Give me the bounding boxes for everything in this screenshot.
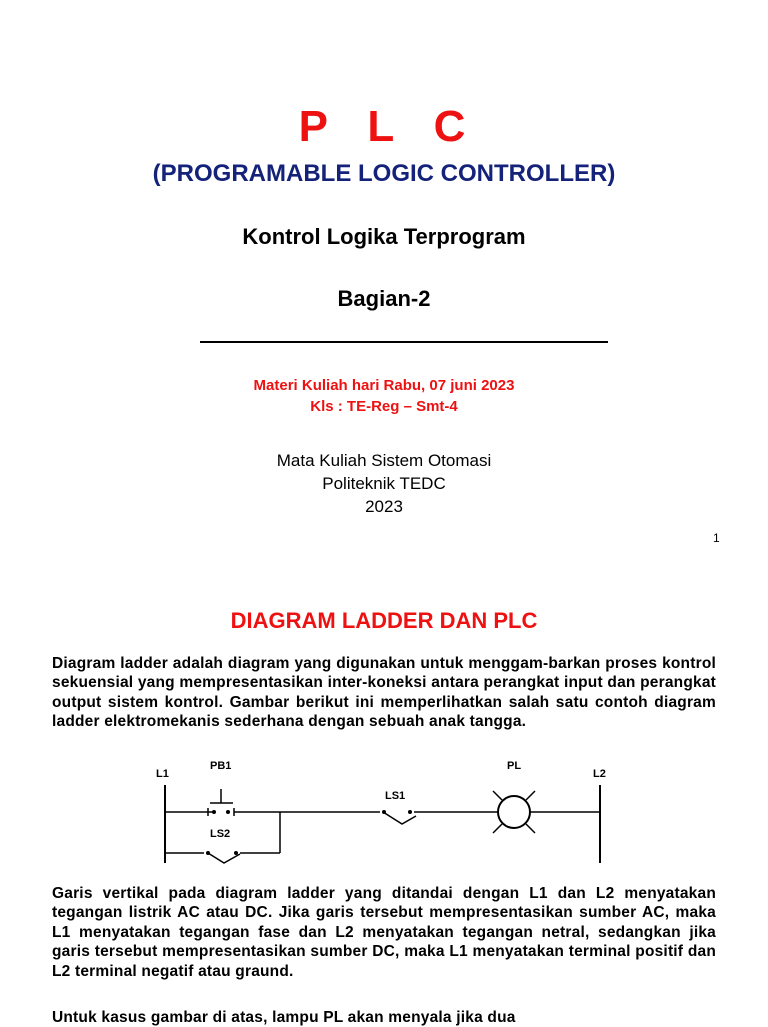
label-ls1: LS1	[385, 790, 406, 802]
heading-part: Bagian-2	[337, 286, 431, 311]
label-pb1: PB1	[210, 760, 232, 772]
plc-subtitle: (PROGRAMABLE LOGIC CONTROLLER)	[152, 160, 616, 187]
year: 2023	[365, 497, 403, 516]
class-info: Kls : TE-Reg – Smt-4	[310, 398, 458, 415]
label-ls2: LS2	[210, 828, 231, 840]
ladder-diagram	[140, 755, 620, 870]
label-l1: L1	[156, 768, 169, 780]
label-l2: L2	[593, 768, 606, 780]
paragraph-intro: Diagram ladder adalah diagram yang digunakan untuk menggam-barkan proses kontrol sekuensial yang mempresentasikan inter-koneksi antara perangkat input dan perangkat output sistem kontrol. Gambar berikut ini memperlihatkan salah satu contoh diagram ladder elektromekanis sederhana dengan sebuah anak tangga.	[52, 655, 716, 731]
divider-line	[200, 341, 608, 343]
institution-name: Politeknik TEDC	[322, 474, 446, 493]
label-pl: PL	[507, 760, 522, 772]
section-title: DIAGRAM LADDER DAN PLC	[230, 608, 538, 633]
page-number: 1	[713, 531, 720, 545]
course-name: Mata Kuliah Sistem Otomasi	[276, 451, 492, 470]
heading-kontrol: Kontrol Logika Terprogram	[242, 224, 526, 249]
paragraph-case: Untuk kasus gambar di atas, lampu PL akan menyala jika dua	[52, 1009, 516, 1026]
ls1-switch	[383, 812, 416, 824]
pilot-lamp	[498, 796, 530, 828]
plc-title: P L C	[298, 102, 480, 151]
lecture-date: Materi Kuliah hari Rabu, 07 juni 2023	[253, 377, 515, 394]
paragraph-explanation: Garis vertikal pada diagram ladder yang ditandai dengan L1 dan L2 menyatakan tegangan listrik AC atau DC. Jika garis tersebut mempresentasikan sumber AC, maka L1 menyatakan tegangan fase dan L2 menyatakan tegangan netral, sedangkan jika garis tersebut mempresentasikan sumber DC, maka L1 menyatakan terminal positif dan L2 terminal negatif atau graund.	[52, 885, 716, 980]
